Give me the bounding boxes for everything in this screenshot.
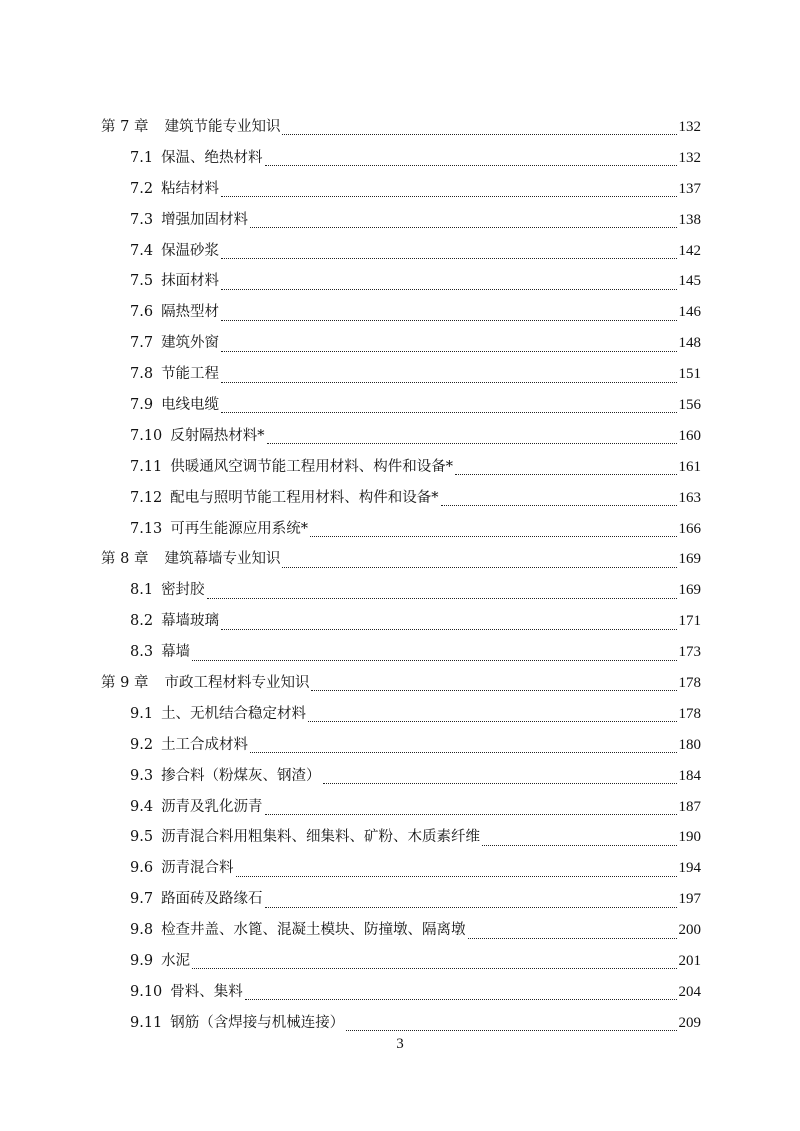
dot-leader	[267, 442, 677, 444]
dot-leader	[221, 381, 676, 383]
toc-section-row[interactable]	[0, 266, 800, 297]
toc-entry-page: 142	[678, 242, 701, 259]
toc-chapter-row[interactable]	[0, 544, 800, 575]
toc-entry-number: 9.4	[130, 798, 154, 815]
dot-leader	[221, 411, 676, 413]
toc-entry-title: 土、无机结合稳定材料	[161, 705, 307, 722]
toc-entry-page: 160	[678, 427, 701, 444]
toc-entry-number: 8.1	[130, 582, 154, 599]
toc-section-row[interactable]	[0, 1008, 800, 1039]
toc-section-row[interactable]	[0, 328, 800, 359]
toc-entry-page: 145	[678, 273, 701, 290]
toc-entry-number: 9.8	[130, 922, 154, 939]
toc-entry-page: 151	[678, 366, 701, 383]
toc-entry-number: 7.12	[130, 489, 163, 506]
toc-entry-title: 检查井盖、水篦、混凝土模块、防撞墩、隔离墩	[161, 922, 466, 939]
toc-chapter-row[interactable]	[0, 668, 800, 699]
toc-entry-title: 沥青混合料用粗集料、细集料、矿粉、木质素纤维	[161, 829, 481, 846]
dot-leader	[265, 906, 677, 908]
toc-entry-title: 沥青及乳化沥青	[161, 798, 263, 815]
toc-entry-title: 建筑幕墙专业知识	[164, 551, 281, 568]
toc-entry-title: 密封胶	[161, 582, 205, 599]
toc-entry-page: 194	[678, 860, 701, 877]
table-of-contents	[0, 112, 800, 1039]
toc-section-row[interactable]	[0, 761, 800, 792]
toc-section-row[interactable]	[0, 174, 800, 205]
toc-entry-number: 7.7	[130, 335, 154, 352]
dot-leader	[221, 350, 676, 352]
toc-entry-number: 8.2	[130, 613, 154, 630]
toc-entry-title: 可再生能源应用系统*	[170, 520, 309, 537]
toc-entry-page: 138	[678, 211, 701, 228]
toc-entry-page: 178	[678, 675, 701, 692]
toc-entry-number: 9.5	[130, 829, 154, 846]
toc-entry-page: 209	[678, 1014, 701, 1031]
toc-section-row[interactable]	[0, 297, 800, 328]
toc-entry-title: 幕墙	[161, 644, 191, 661]
dot-leader	[282, 133, 676, 135]
toc-entry-page: 204	[678, 983, 701, 1000]
toc-section-row[interactable]	[0, 452, 800, 483]
toc-entry-page: 171	[678, 613, 701, 630]
toc-entry-number: 8.3	[130, 644, 154, 661]
toc-entry-title: 建筑外窗	[161, 335, 220, 352]
toc-entry-title: 配电与照明节能工程用材料、构件和设备*	[170, 489, 439, 506]
toc-entry-number: 9.9	[130, 953, 154, 970]
toc-entry-title: 供暖通风空调节能工程用材料、构件和设备*	[170, 458, 454, 475]
toc-entry-number: 7.4	[130, 242, 154, 259]
toc-entry-number: 7.2	[130, 180, 154, 197]
toc-entry-page: 137	[678, 180, 701, 197]
dot-leader	[221, 319, 676, 321]
toc-section-row[interactable]	[0, 853, 800, 884]
toc-entry-title: 粘结材料	[161, 180, 220, 197]
dot-leader	[192, 967, 676, 969]
dot-leader	[221, 195, 676, 197]
toc-entry-page: 156	[678, 397, 701, 414]
dot-leader	[192, 659, 676, 661]
toc-entry-page: 187	[678, 798, 701, 815]
dot-leader	[455, 473, 676, 475]
toc-entry-title: 路面砖及路缘石	[161, 891, 263, 908]
dot-leader	[221, 257, 676, 259]
toc-entry-page: 161	[678, 458, 701, 475]
toc-entry-number: 7.9	[130, 397, 154, 414]
toc-section-row[interactable]	[0, 575, 800, 606]
page-number: 3	[396, 1036, 404, 1052]
toc-entry-page: 178	[678, 705, 701, 722]
toc-entry-title: 保温、绝热材料	[161, 149, 263, 166]
toc-section-row[interactable]	[0, 514, 800, 545]
dot-leader	[236, 875, 677, 877]
toc-entry-title: 水泥	[161, 953, 191, 970]
toc-entry-title: 掺合料（粉煤灰、钢渣）	[161, 767, 321, 784]
toc-entry-number: 第 7 章	[101, 119, 149, 135]
toc-section-row[interactable]	[0, 915, 800, 946]
dot-leader	[441, 504, 677, 506]
toc-entry-page: 173	[678, 644, 701, 661]
toc-section-row[interactable]	[0, 946, 800, 977]
dot-leader	[250, 226, 676, 228]
dot-leader	[323, 782, 677, 784]
toc-entry-title: 市政工程材料专业知识	[164, 675, 310, 692]
toc-section-row[interactable]	[0, 637, 800, 668]
toc-section-row[interactable]	[0, 359, 800, 390]
toc-entry-number: 第 9 章	[101, 675, 149, 692]
toc-section-row[interactable]	[0, 143, 800, 174]
toc-section-row[interactable]	[0, 792, 800, 823]
dot-leader	[482, 844, 676, 846]
dot-leader	[346, 1029, 676, 1031]
toc-entry-title: 沥青混合料	[161, 860, 234, 877]
toc-entry-number: 9.11	[130, 1014, 163, 1031]
toc-section-row[interactable]	[0, 205, 800, 236]
toc-entry-page: 190	[678, 829, 701, 846]
toc-entry-title: 反射隔热材料*	[170, 427, 265, 444]
toc-entry-page: 197	[678, 891, 701, 908]
toc-entry-number: 7.8	[130, 366, 154, 383]
toc-entry-title: 保温砂浆	[161, 242, 220, 259]
toc-entry-number: 7.5	[130, 273, 154, 290]
toc-entry-title: 土工合成材料	[161, 736, 249, 753]
toc-section-row[interactable]	[0, 421, 800, 452]
toc-chapter-row[interactable]	[0, 112, 800, 143]
toc-entry-title: 电线电缆	[161, 397, 220, 414]
toc-section-row[interactable]	[0, 236, 800, 267]
dot-leader	[250, 751, 676, 753]
toc-entry-number: 7.10	[130, 427, 163, 444]
toc-entry-page: 180	[678, 736, 701, 753]
toc-section-row[interactable]	[0, 977, 800, 1008]
toc-entry-number: 9.6	[130, 860, 154, 877]
toc-entry-page: 184	[678, 767, 701, 784]
toc-entry-number: 7.3	[130, 211, 154, 228]
toc-entry-page: 163	[678, 489, 701, 506]
toc-section-row[interactable]	[0, 699, 800, 730]
toc-entry-title: 骨料、集料	[170, 983, 243, 1000]
dot-leader	[221, 288, 676, 290]
toc-section-row[interactable]	[0, 822, 800, 853]
toc-entry-number: 9.10	[130, 983, 163, 1000]
toc-entry-page: 169	[678, 551, 701, 568]
toc-entry-number: 7.1	[130, 149, 154, 166]
toc-entry-number: 9.1	[130, 705, 154, 722]
dot-leader	[265, 164, 677, 166]
toc-entry-number: 9.7	[130, 891, 154, 908]
toc-entry-title: 抹面材料	[161, 273, 220, 290]
toc-entry-page: 132	[678, 119, 701, 135]
dot-leader	[207, 597, 677, 599]
dot-leader	[308, 720, 676, 722]
toc-section-row[interactable]	[0, 390, 800, 421]
toc-entry-number: 7.6	[130, 304, 154, 321]
toc-entry-number: 7.11	[130, 458, 163, 475]
toc-entry-title: 隔热型材	[161, 304, 220, 321]
toc-entry-number: 9.2	[130, 736, 154, 753]
dot-leader	[221, 628, 676, 630]
toc-entry-title: 钢筋（含焊接与机械连接）	[170, 1014, 345, 1031]
toc-entry-page: 166	[678, 520, 701, 537]
toc-section-row[interactable]	[0, 730, 800, 761]
toc-entry-number: 第 8 章	[101, 551, 149, 568]
toc-entry-title: 建筑节能专业知识	[164, 119, 281, 135]
toc-entry-page: 148	[678, 335, 701, 352]
dot-leader	[282, 566, 676, 568]
toc-entry-title: 幕墙玻璃	[161, 613, 220, 630]
toc-entry-page: 132	[678, 149, 701, 166]
toc-section-row[interactable]	[0, 884, 800, 915]
toc-entry-title: 增强加固材料	[161, 211, 249, 228]
toc-entry-page: 201	[678, 953, 701, 970]
toc-entry-page: 146	[678, 304, 701, 321]
toc-entry-title: 节能工程	[161, 366, 220, 383]
toc-entry-page: 169	[678, 582, 701, 599]
toc-section-row[interactable]	[0, 606, 800, 637]
dot-leader	[310, 535, 676, 537]
dot-leader	[468, 937, 677, 939]
toc-entry-number: 9.3	[130, 767, 154, 784]
dot-leader	[245, 998, 677, 1000]
dot-leader	[311, 689, 676, 691]
toc-entry-number: 7.13	[130, 520, 163, 537]
dot-leader	[265, 813, 677, 815]
toc-entry-page: 200	[678, 922, 701, 939]
toc-section-row[interactable]	[0, 483, 800, 514]
